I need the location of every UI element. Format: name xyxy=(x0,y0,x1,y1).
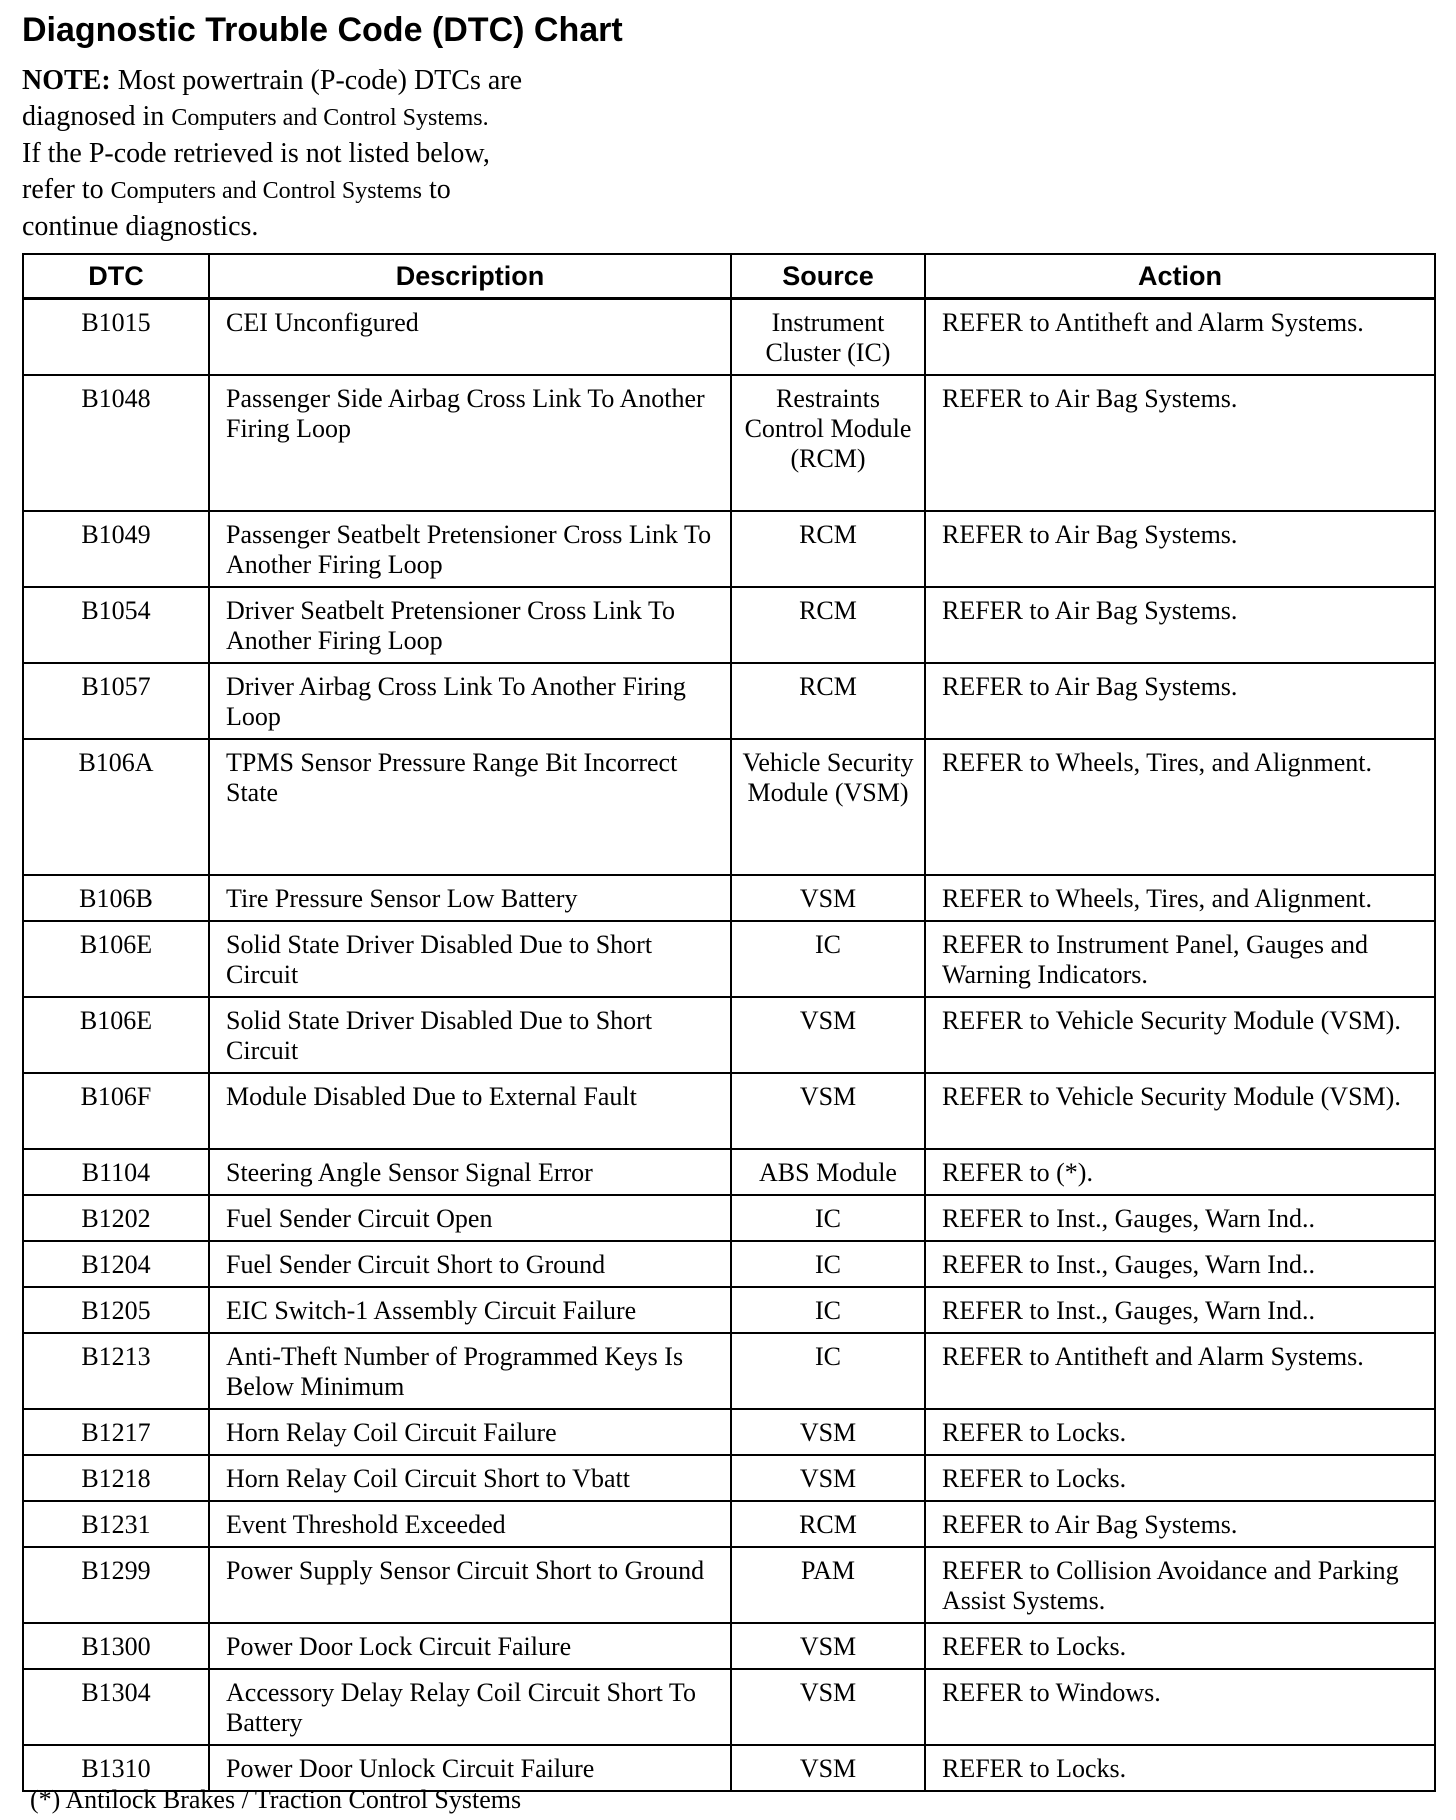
source-cell: Restraints Control Module (RCM) xyxy=(731,375,925,511)
note-line-4 xyxy=(22,172,642,209)
column-header-action: Action xyxy=(925,254,1435,299)
action-cell: REFER to (*). xyxy=(925,1149,1435,1195)
action-cell: REFER to Inst., Gauges, Warn Ind.. xyxy=(925,1241,1435,1287)
action-cell: REFER to Antitheft and Alarm Systems. xyxy=(925,299,1435,376)
dtc-code-cell: B106B xyxy=(23,875,209,921)
description-cell: Driver Airbag Cross Link To Another Firing Loop xyxy=(209,663,731,739)
description-cell: Power Door Lock Circuit Failure xyxy=(209,1623,731,1669)
source-cell: RCM xyxy=(731,1501,925,1547)
note-text-4b: to xyxy=(421,174,451,205)
description-cell: CEI Unconfigured xyxy=(209,299,731,376)
table-row xyxy=(23,1501,1435,1547)
description-cell: Steering Angle Sensor Signal Error xyxy=(209,1149,731,1195)
action-cell: REFER to Locks. xyxy=(925,1623,1435,1669)
description-cell: Power Supply Sensor Circuit Short to Ground xyxy=(209,1547,731,1623)
source-cell: PAM xyxy=(731,1547,925,1623)
table-header-row xyxy=(23,254,1435,299)
action-cell: REFER to Air Bag Systems. xyxy=(925,587,1435,663)
description-cell: TPMS Sensor Pressure Range Bit Incorrect State xyxy=(209,739,731,875)
source-cell: VSM xyxy=(731,1745,925,1791)
dtc-code-cell: B1205 xyxy=(23,1287,209,1333)
description-cell: Fuel Sender Circuit Open xyxy=(209,1195,731,1241)
action-cell: REFER to Air Bag Systems. xyxy=(925,375,1435,511)
table-row xyxy=(23,511,1435,587)
description-cell: Passenger Seatbelt Pretensioner Cross Link To Another Firing Loop xyxy=(209,511,731,587)
dtc-code-cell: B1213 xyxy=(23,1333,209,1409)
table-row xyxy=(23,1241,1435,1287)
table-row xyxy=(23,1195,1435,1241)
column-header-dtc: DTC xyxy=(23,254,209,299)
action-cell: REFER to Locks. xyxy=(925,1745,1435,1791)
dtc-code-cell: B106E xyxy=(23,921,209,997)
description-cell: Horn Relay Coil Circuit Failure xyxy=(209,1409,731,1455)
description-cell: EIC Switch-1 Assembly Circuit Failure xyxy=(209,1287,731,1333)
note-paragraph xyxy=(22,63,642,245)
action-cell: REFER to Antitheft and Alarm Systems. xyxy=(925,1333,1435,1409)
description-cell: Power Door Unlock Circuit Failure xyxy=(209,1745,731,1791)
table-row xyxy=(23,1333,1435,1409)
source-cell: IC xyxy=(731,1195,925,1241)
action-cell: REFER to Air Bag Systems. xyxy=(925,663,1435,739)
dtc-code-cell: B1310 xyxy=(23,1745,209,1791)
description-cell: Tire Pressure Sensor Low Battery xyxy=(209,875,731,921)
dtc-code-cell: B1218 xyxy=(23,1455,209,1501)
table-row xyxy=(23,299,1435,376)
table-row xyxy=(23,1547,1435,1623)
dtc-code-cell: B106F xyxy=(23,1073,209,1149)
action-cell: REFER to Windows. xyxy=(925,1669,1435,1745)
note-text-4a: refer to xyxy=(22,174,111,205)
description-cell: Solid State Driver Disabled Due to Short Circuit xyxy=(209,921,731,997)
source-cell: VSM xyxy=(731,997,925,1073)
dtc-code-cell: B1054 xyxy=(23,587,209,663)
note-label: NOTE: xyxy=(22,65,111,96)
note-text-2: diagnosed in xyxy=(22,101,172,132)
table-row xyxy=(23,1409,1435,1455)
table-row xyxy=(23,1669,1435,1745)
dtc-code-cell: B1049 xyxy=(23,511,209,587)
note-line-5: continue diagnostics. xyxy=(22,211,259,242)
note-text-1: Most powertrain (P-code) DTCs are xyxy=(110,65,523,96)
dtc-code-cell: B1299 xyxy=(23,1547,209,1623)
action-cell: REFER to Collision Avoidance and Parking Assist Systems. xyxy=(925,1547,1435,1623)
source-cell: Vehicle Security Module (VSM) xyxy=(731,739,925,875)
dtc-code-cell: B1204 xyxy=(23,1241,209,1287)
action-cell: REFER to Locks. xyxy=(925,1409,1435,1455)
action-cell: REFER to Air Bag Systems. xyxy=(925,511,1435,587)
action-cell: REFER to Inst., Gauges, Warn Ind.. xyxy=(925,1287,1435,1333)
page-title: Diagnostic Trouble Code (DTC) Chart xyxy=(22,11,623,49)
note-reference-link[interactable]: Computers and Control Systems xyxy=(110,178,422,204)
table-row xyxy=(23,1149,1435,1195)
source-cell: VSM xyxy=(731,1455,925,1501)
note-line-2 xyxy=(22,99,642,136)
description-cell: Fuel Sender Circuit Short to Ground xyxy=(209,1241,731,1287)
description-cell: Horn Relay Coil Circuit Short to Vbatt xyxy=(209,1455,731,1501)
table-row xyxy=(23,921,1435,997)
dtc-code-cell: B1104 xyxy=(23,1149,209,1195)
note-reference-link[interactable]: Computers and Control Systems. xyxy=(171,105,489,131)
description-cell: Accessory Delay Relay Coil Circuit Short To Battery xyxy=(209,1669,731,1745)
footnote: (*) Antilock Brakes / Traction Control Systems xyxy=(30,1785,522,1814)
description-cell: Driver Seatbelt Pretensioner Cross Link To Another Firing Loop xyxy=(209,587,731,663)
dtc-code-cell: B106E xyxy=(23,997,209,1073)
source-cell: IC xyxy=(731,1241,925,1287)
dtc-code-cell: B1231 xyxy=(23,1501,209,1547)
table-row xyxy=(23,875,1435,921)
description-cell: Passenger Side Airbag Cross Link To Another Firing Loop xyxy=(209,375,731,511)
dtc-code-cell: B1015 xyxy=(23,299,209,376)
table-row xyxy=(23,1073,1435,1149)
table-row xyxy=(23,1623,1435,1669)
description-cell: Solid State Driver Disabled Due to Short Circuit xyxy=(209,997,731,1073)
action-cell: REFER to Locks. xyxy=(925,1455,1435,1501)
description-cell: Anti-Theft Number of Programmed Keys Is Below Minimum xyxy=(209,1333,731,1409)
dtc-code-cell: B1217 xyxy=(23,1409,209,1455)
source-cell: Instrument Cluster (IC) xyxy=(731,299,925,376)
table-row xyxy=(23,375,1435,511)
action-cell: REFER to Wheels, Tires, and Alignment. xyxy=(925,739,1435,875)
column-header-source: Source xyxy=(731,254,925,299)
source-cell: VSM xyxy=(731,1409,925,1455)
dtc-code-cell: B1300 xyxy=(23,1623,209,1669)
table-row xyxy=(23,663,1435,739)
table-row xyxy=(23,739,1435,875)
source-cell: IC xyxy=(731,1333,925,1409)
table-row xyxy=(23,1455,1435,1501)
dtc-code-cell: B1202 xyxy=(23,1195,209,1241)
dtc-code-cell: B1057 xyxy=(23,663,209,739)
dtc-code-cell: B1304 xyxy=(23,1669,209,1745)
table-row xyxy=(23,1287,1435,1333)
source-cell: RCM xyxy=(731,587,925,663)
source-cell: RCM xyxy=(731,663,925,739)
note-line-3: If the P-code retrieved is not listed below, xyxy=(22,138,490,169)
action-cell: REFER to Air Bag Systems. xyxy=(925,1501,1435,1547)
source-cell: VSM xyxy=(731,1073,925,1149)
source-cell: IC xyxy=(731,921,925,997)
source-cell: RCM xyxy=(731,511,925,587)
source-cell: VSM xyxy=(731,875,925,921)
column-header-description: Description xyxy=(209,254,731,299)
table-row xyxy=(23,587,1435,663)
note-line-1 xyxy=(22,63,642,99)
source-cell: VSM xyxy=(731,1669,925,1745)
source-cell: VSM xyxy=(731,1623,925,1669)
action-cell: REFER to Instrument Panel, Gauges and Warning Indicators. xyxy=(925,921,1435,997)
action-cell: REFER to Vehicle Security Module (VSM). xyxy=(925,997,1435,1073)
dtc-table xyxy=(22,253,1436,1792)
action-cell: REFER to Wheels, Tires, and Alignment. xyxy=(925,875,1435,921)
table-row xyxy=(23,997,1435,1073)
source-cell: IC xyxy=(731,1287,925,1333)
dtc-code-cell: B106A xyxy=(23,739,209,875)
action-cell: REFER to Inst., Gauges, Warn Ind.. xyxy=(925,1195,1435,1241)
description-cell: Module Disabled Due to External Fault xyxy=(209,1073,731,1149)
dtc-code-cell: B1048 xyxy=(23,375,209,511)
action-cell: REFER to Vehicle Security Module (VSM). xyxy=(925,1073,1435,1149)
description-cell: Event Threshold Exceeded xyxy=(209,1501,731,1547)
source-cell: ABS Module xyxy=(731,1149,925,1195)
